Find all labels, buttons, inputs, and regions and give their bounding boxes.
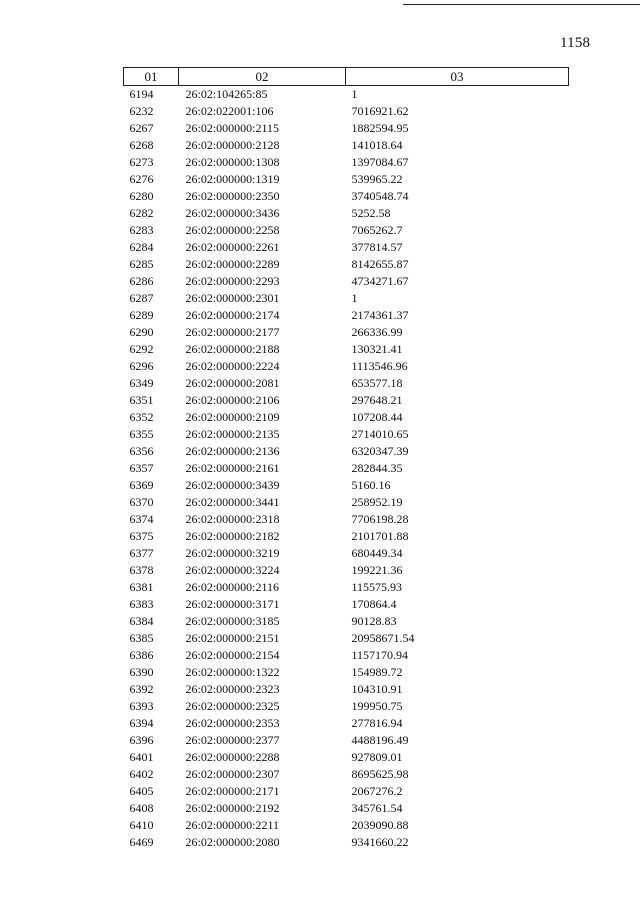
table-row bbox=[124, 86, 569, 104]
cell-cadastral-number: 26:02:000000:2288 bbox=[185, 750, 280, 764]
cell-cadastral-number: 26:02:000000:2182 bbox=[185, 529, 280, 543]
cell-id: 6282 bbox=[129, 206, 154, 220]
cell-cadastral-number: 26:02:000000:1319 bbox=[185, 172, 280, 186]
cell-value: 297648.21 bbox=[351, 393, 403, 407]
cell-cadastral-number: 26:02:000000:3219 bbox=[185, 546, 280, 560]
cell-id: 6408 bbox=[129, 801, 154, 815]
cell-id: 6287 bbox=[129, 291, 154, 305]
cell-cadastral-number: 26:02:000000:2161 bbox=[185, 461, 280, 475]
table-row bbox=[124, 341, 569, 358]
table-row bbox=[124, 426, 569, 443]
table-row bbox=[124, 188, 569, 205]
cell-id: 6285 bbox=[129, 257, 154, 271]
table-body bbox=[124, 86, 569, 852]
cell-cadastral-number: 26:02:000000:2289 bbox=[185, 257, 280, 271]
cell-id: 6381 bbox=[129, 580, 154, 594]
cell-value: 6320347.39 bbox=[351, 444, 409, 458]
cell-value: 680449.34 bbox=[351, 546, 403, 560]
cell-id: 6386 bbox=[129, 648, 154, 662]
table-row bbox=[124, 460, 569, 477]
cell-cadastral-number: 26:02:000000:2115 bbox=[185, 121, 280, 135]
cell-value: 1882594.95 bbox=[351, 121, 409, 135]
cell-id: 6286 bbox=[129, 274, 154, 288]
table-row bbox=[124, 613, 569, 630]
table-row bbox=[124, 103, 569, 120]
cell-value: 7706198.28 bbox=[351, 512, 409, 526]
cell-cadastral-number: 26:02:000000:2353 bbox=[185, 716, 280, 730]
table-row bbox=[124, 528, 569, 545]
cell-value: 377814.57 bbox=[351, 240, 403, 254]
cell-value: 115575.93 bbox=[351, 580, 403, 594]
table-row bbox=[124, 120, 569, 137]
cell-cadastral-number: 26:02:000000:1322 bbox=[185, 665, 280, 679]
cell-id: 6369 bbox=[129, 478, 154, 492]
table-row bbox=[124, 409, 569, 426]
cell-value: 1 bbox=[351, 87, 358, 101]
cell-cadastral-number: 26:02:000000:3441 bbox=[185, 495, 280, 509]
table-row bbox=[124, 817, 569, 834]
cell-value: 3740548.74 bbox=[351, 189, 409, 203]
cell-cadastral-number: 26:02:000000:2109 bbox=[185, 410, 280, 424]
cell-value: 282844.35 bbox=[351, 461, 403, 475]
header-col-03: 03 bbox=[346, 68, 569, 86]
table-header bbox=[124, 68, 569, 86]
cell-value: 258952.19 bbox=[351, 495, 403, 509]
cell-value: 7016921.62 bbox=[351, 104, 409, 118]
cell-cadastral-number: 26:02:000000:2128 bbox=[185, 138, 280, 152]
cell-value: 8142655.87 bbox=[351, 257, 409, 271]
cell-value: 170864.4 bbox=[351, 597, 397, 611]
cell-id: 6280 bbox=[129, 189, 154, 203]
table-row bbox=[124, 749, 569, 766]
cell-id: 6405 bbox=[129, 784, 154, 798]
cell-cadastral-number: 26:02:022001:106 bbox=[185, 104, 274, 118]
header-row bbox=[124, 68, 569, 86]
cell-cadastral-number: 26:02:000000:2106 bbox=[185, 393, 280, 407]
table-row bbox=[124, 732, 569, 749]
cell-value: 104310.91 bbox=[351, 682, 403, 696]
cell-id: 6356 bbox=[129, 444, 154, 458]
cell-id: 6267 bbox=[129, 121, 154, 135]
cell-id: 6276 bbox=[129, 172, 154, 186]
cell-value: 2174361.37 bbox=[351, 308, 409, 322]
cell-id: 6268 bbox=[129, 138, 154, 152]
table-row bbox=[124, 681, 569, 698]
cell-cadastral-number: 26:02:000000:2307 bbox=[185, 767, 280, 781]
table-row bbox=[124, 443, 569, 460]
cell-id: 6284 bbox=[129, 240, 154, 254]
top-rule bbox=[403, 4, 640, 5]
cell-value: 5160.16 bbox=[351, 478, 391, 492]
cell-cadastral-number: 26:02:000000:2258 bbox=[185, 223, 280, 237]
cell-value: 1113546.96 bbox=[351, 359, 408, 373]
cell-value: 4488196.49 bbox=[351, 733, 409, 747]
cell-cadastral-number: 26:02:000000:2151 bbox=[185, 631, 280, 645]
cell-cadastral-number: 26:02:000000:2177 bbox=[185, 325, 280, 339]
cell-cadastral-number: 26:02:000000:2174 bbox=[185, 308, 280, 322]
cell-cadastral-number: 26:02:000000:2293 bbox=[185, 274, 280, 288]
cell-id: 6394 bbox=[129, 716, 154, 730]
cell-value: 90128.83 bbox=[351, 614, 397, 628]
cell-value: 2101701.88 bbox=[351, 529, 409, 543]
cell-cadastral-number: 26:02:000000:2154 bbox=[185, 648, 280, 662]
data-table bbox=[123, 67, 569, 851]
cell-value: 2039090.88 bbox=[351, 818, 409, 832]
table-row bbox=[124, 698, 569, 715]
table-row bbox=[124, 307, 569, 324]
cell-cadastral-number: 26:02:000000:3436 bbox=[185, 206, 280, 220]
table-row bbox=[124, 239, 569, 256]
cell-cadastral-number: 26:02:000000:3171 bbox=[185, 597, 280, 611]
cell-id: 6357 bbox=[129, 461, 154, 475]
cell-value: 107208.44 bbox=[351, 410, 403, 424]
table-row bbox=[124, 647, 569, 664]
cell-value: 1397084.67 bbox=[351, 155, 409, 169]
table-row bbox=[124, 273, 569, 290]
table-row bbox=[124, 222, 569, 239]
cell-value: 199221.36 bbox=[351, 563, 403, 577]
cell-value: 266336.99 bbox=[351, 325, 403, 339]
cell-cadastral-number: 26:02:000000:2192 bbox=[185, 801, 280, 815]
header-col-02: 02 bbox=[179, 68, 346, 86]
cell-value: 927809.01 bbox=[351, 750, 403, 764]
cell-cadastral-number: 26:02:000000:2211 bbox=[185, 818, 280, 832]
cell-value: 8695625.98 bbox=[351, 767, 409, 781]
cell-id: 6351 bbox=[129, 393, 154, 407]
cell-id: 6402 bbox=[129, 767, 154, 781]
cell-value: 539965.22 bbox=[351, 172, 403, 186]
cell-cadastral-number: 26:02:000000:2136 bbox=[185, 444, 280, 458]
cell-id: 6393 bbox=[129, 699, 154, 713]
cell-id: 6384 bbox=[129, 614, 154, 628]
cell-id: 6355 bbox=[129, 427, 154, 441]
cell-value: 9341660.22 bbox=[351, 835, 409, 849]
table-row bbox=[124, 290, 569, 307]
table-row bbox=[124, 137, 569, 154]
table-row bbox=[124, 630, 569, 647]
cell-id: 6377 bbox=[129, 546, 154, 560]
table-row bbox=[124, 171, 569, 188]
cell-value: 199950.75 bbox=[351, 699, 403, 713]
cell-value: 653577.18 bbox=[351, 376, 403, 390]
cell-id: 6396 bbox=[129, 733, 154, 747]
table-row bbox=[124, 358, 569, 375]
cell-id: 6296 bbox=[129, 359, 154, 373]
cell-cadastral-number: 26:02:000000:2116 bbox=[185, 580, 280, 594]
table-row bbox=[124, 545, 569, 562]
table-row bbox=[124, 511, 569, 528]
cell-id: 6232 bbox=[129, 104, 154, 118]
table-row bbox=[124, 324, 569, 341]
header-col-01: 01 bbox=[124, 68, 179, 86]
table-row bbox=[124, 375, 569, 392]
cell-value: 7065262.7 bbox=[351, 223, 403, 237]
cell-cadastral-number: 26:02:000000:2081 bbox=[185, 376, 280, 390]
cell-cadastral-number: 26:02:000000:3185 bbox=[185, 614, 280, 628]
cell-id: 6273 bbox=[129, 155, 154, 169]
table-row bbox=[124, 596, 569, 613]
cell-id: 6283 bbox=[129, 223, 154, 237]
cell-cadastral-number: 26:02:000000:2301 bbox=[185, 291, 280, 305]
table-row bbox=[124, 834, 569, 851]
cell-id: 6374 bbox=[129, 512, 154, 526]
cell-cadastral-number: 26:02:000000:2224 bbox=[185, 359, 280, 373]
table-row bbox=[124, 205, 569, 222]
cell-id: 6378 bbox=[129, 563, 154, 577]
cell-id: 6390 bbox=[129, 665, 154, 679]
cell-value: 5252.58 bbox=[351, 206, 391, 220]
cell-cadastral-number: 26:02:000000:2377 bbox=[185, 733, 280, 747]
cell-id: 6194 bbox=[129, 87, 154, 101]
cell-value: 141018.64 bbox=[351, 138, 403, 152]
cell-id: 6401 bbox=[129, 750, 154, 764]
cell-id: 6289 bbox=[129, 308, 154, 322]
table-row bbox=[124, 562, 569, 579]
cell-value: 130321.41 bbox=[351, 342, 403, 356]
table-row bbox=[124, 783, 569, 800]
cell-id: 6352 bbox=[129, 410, 154, 424]
cell-value: 2067276.2 bbox=[351, 784, 403, 798]
cell-cadastral-number: 26:02:000000:2135 bbox=[185, 427, 280, 441]
cell-cadastral-number: 26:02:000000:1308 bbox=[185, 155, 280, 169]
cell-id: 6370 bbox=[129, 495, 154, 509]
cell-id: 6290 bbox=[129, 325, 154, 339]
cell-value: 277816.94 bbox=[351, 716, 403, 730]
table-row bbox=[124, 154, 569, 171]
table-row bbox=[124, 392, 569, 409]
cell-value: 154989.72 bbox=[351, 665, 403, 679]
cell-id: 6349 bbox=[129, 376, 154, 390]
cell-value: 345761.54 bbox=[351, 801, 403, 815]
cell-id: 6292 bbox=[129, 342, 154, 356]
table-row bbox=[124, 664, 569, 681]
cell-id: 6469 bbox=[129, 835, 154, 849]
table-row bbox=[124, 766, 569, 783]
cell-value: 20958671.54 bbox=[351, 631, 415, 645]
table-row bbox=[124, 715, 569, 732]
cell-value: 1157170.94 bbox=[351, 648, 409, 662]
table-row bbox=[124, 477, 569, 494]
cell-id: 6392 bbox=[129, 682, 154, 696]
cell-cadastral-number: 26:02:104265:85 bbox=[185, 87, 268, 101]
cell-cadastral-number: 26:02:000000:2323 bbox=[185, 682, 280, 696]
cell-cadastral-number: 26:02:000000:2080 bbox=[185, 835, 280, 849]
cell-id: 6375 bbox=[129, 529, 154, 543]
cell-cadastral-number: 26:02:000000:2318 bbox=[185, 512, 280, 526]
table-row bbox=[124, 256, 569, 273]
cell-id: 6383 bbox=[129, 597, 154, 611]
cell-cadastral-number: 26:02:000000:2261 bbox=[185, 240, 280, 254]
cell-cadastral-number: 26:02:000000:2325 bbox=[185, 699, 280, 713]
cell-cadastral-number: 26:02:000000:3224 bbox=[185, 563, 280, 577]
table-row bbox=[124, 494, 569, 511]
table-row bbox=[124, 800, 569, 817]
cell-value: 1 bbox=[351, 291, 358, 305]
cell-id: 6410 bbox=[129, 818, 154, 832]
cell-cadastral-number: 26:02:000000:3439 bbox=[185, 478, 280, 492]
page-number: 1158 bbox=[560, 35, 591, 51]
cell-cadastral-number: 26:02:000000:2188 bbox=[185, 342, 280, 356]
cell-id: 6385 bbox=[129, 631, 154, 645]
cell-value: 4734271.67 bbox=[351, 274, 409, 288]
cell-cadastral-number: 26:02:000000:2350 bbox=[185, 189, 280, 203]
cell-value: 2714010.65 bbox=[351, 427, 409, 441]
table-row bbox=[124, 579, 569, 596]
cell-cadastral-number: 26:02:000000:2171 bbox=[185, 784, 280, 798]
